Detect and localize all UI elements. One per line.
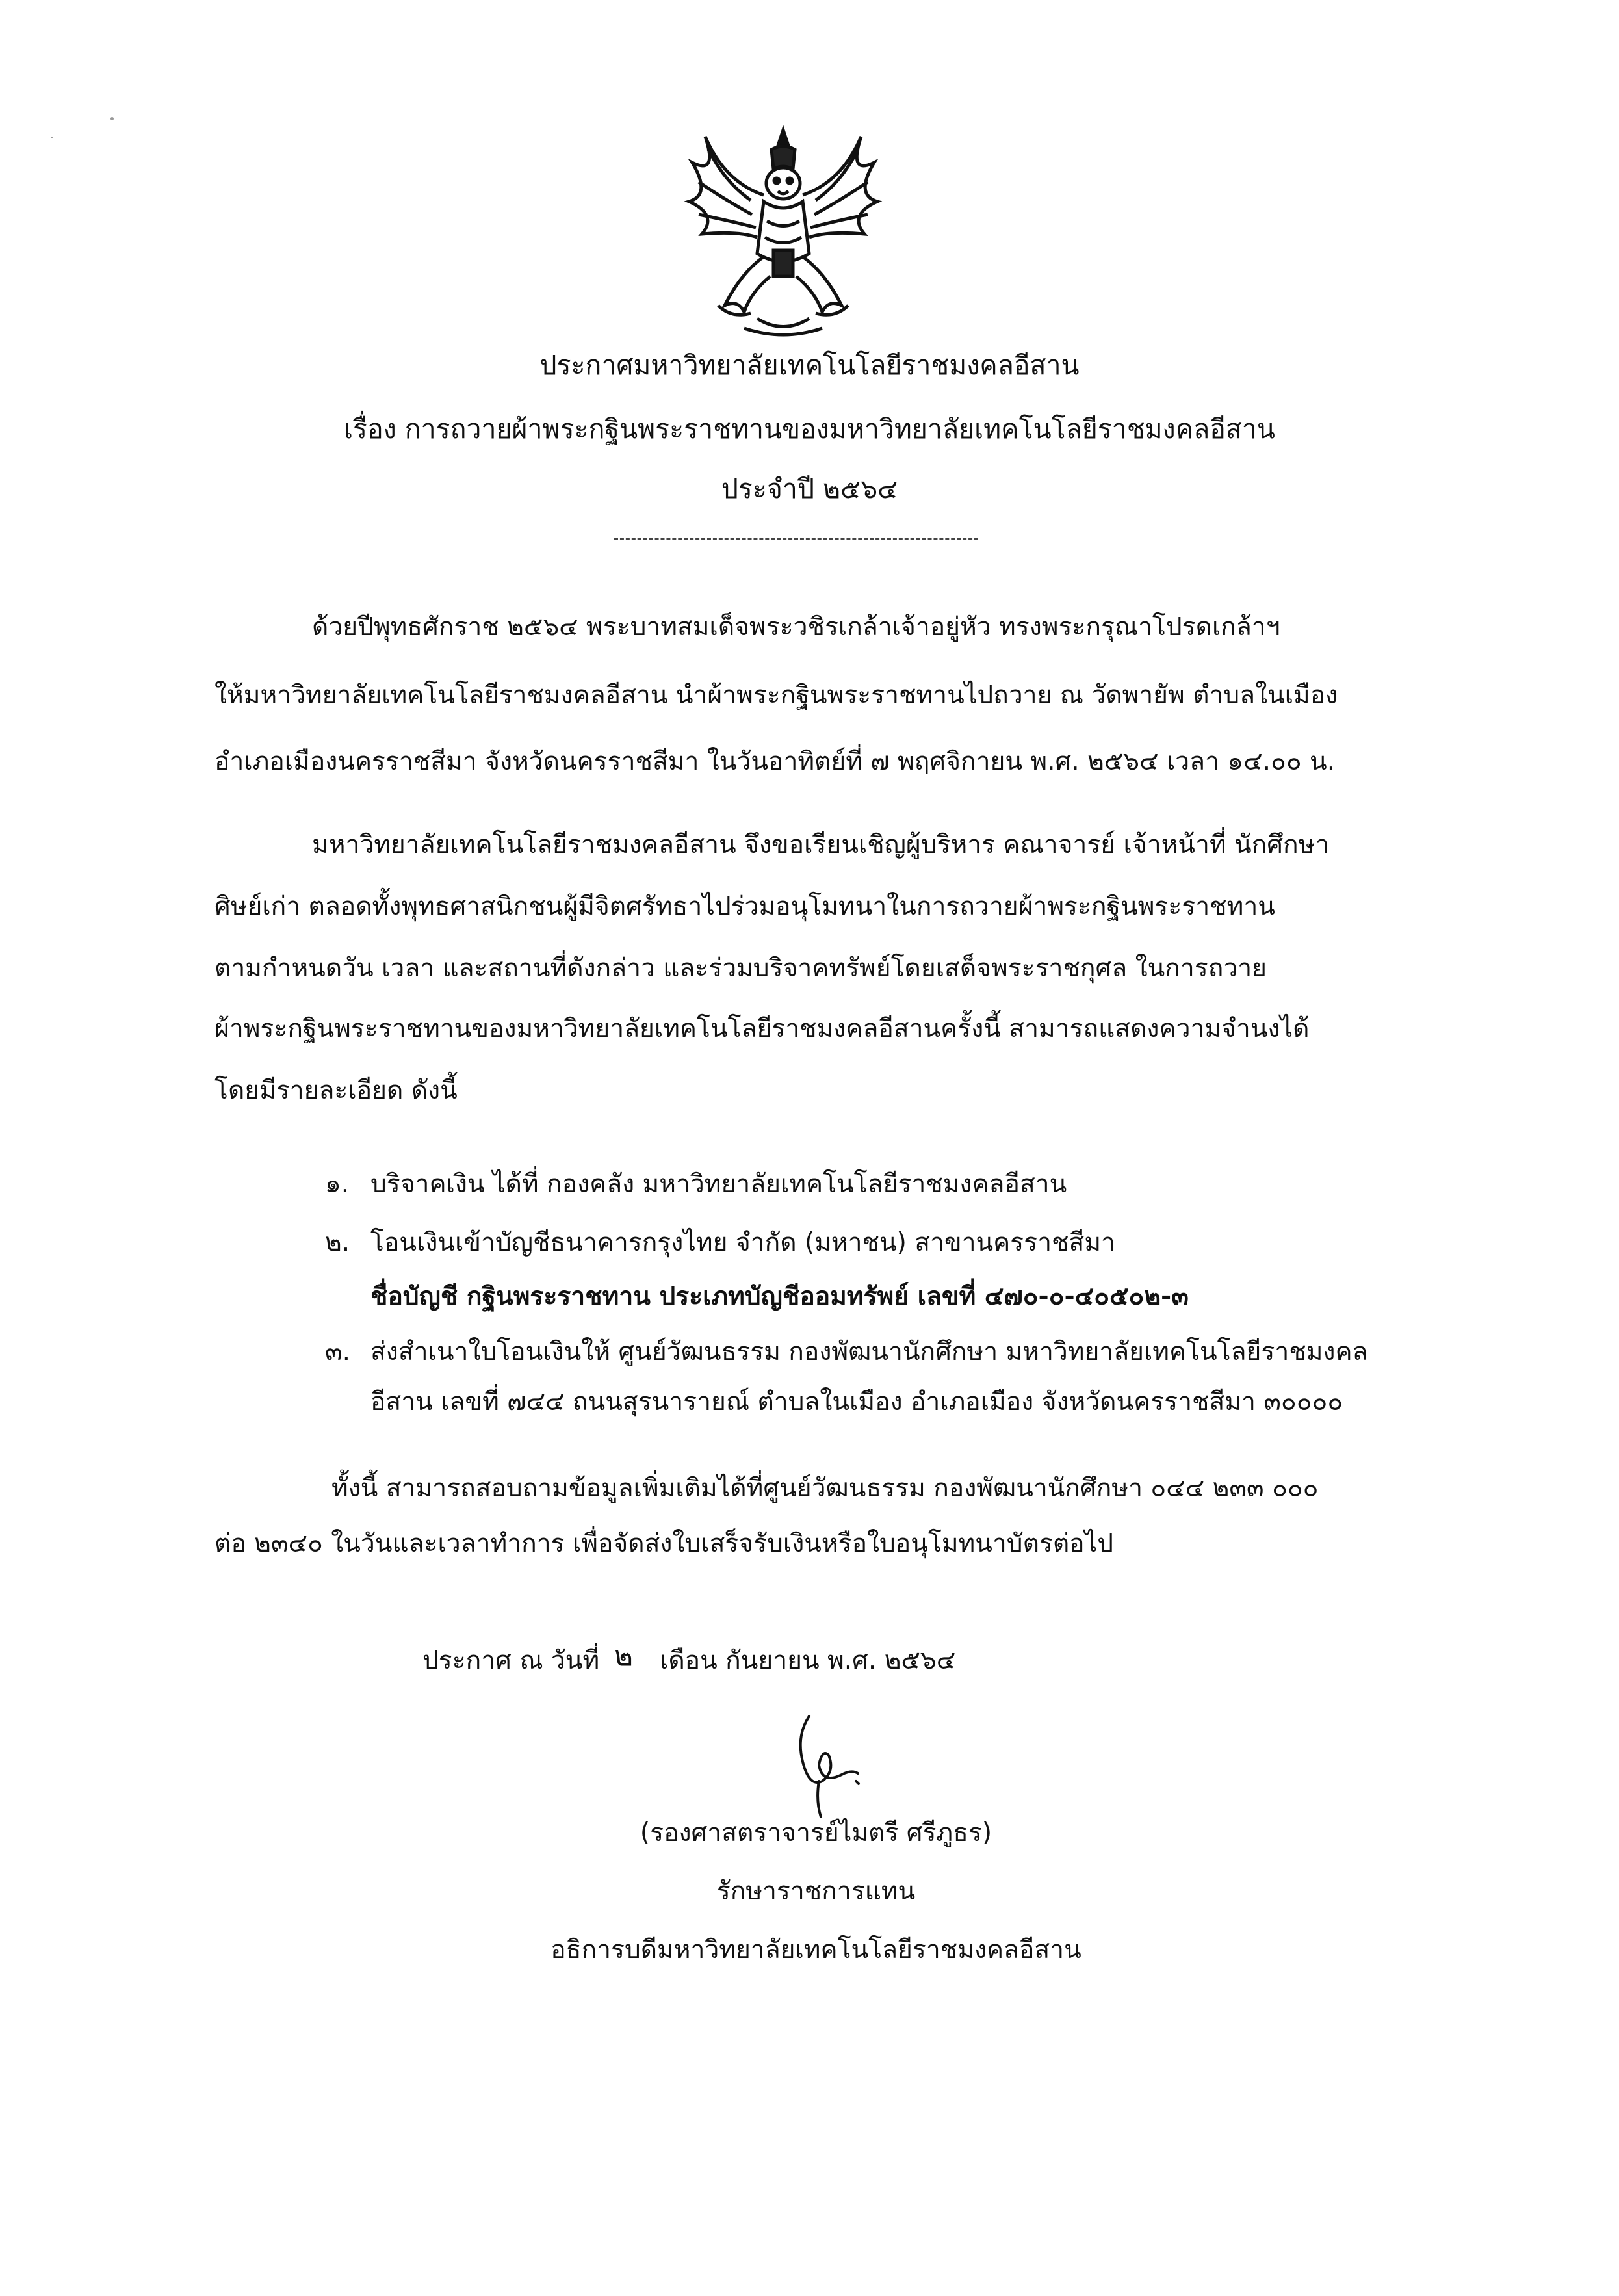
item-number: ๒. <box>325 1228 350 1257</box>
signer-position: อธิการบดีมหาวิทยาลัยเทคโนโลยีราชมงคลอีสาน <box>550 1935 1081 1964</box>
bank-account-details: ชื่อบัญชี กฐินพระราชทาน ประเภทบัญชีออมทรัพย์ เลขที่ ๔๗๐-๐-๔๐๕๐๒-๓ <box>370 1282 1189 1311</box>
para1-line1: ด้วยปีพุทธศักราช ๒๕๖๔ พระบาทสมเด็จพระวชิรเกล้าเจ้าอยู่หัว ทรงพระกรุณาโปรดเกล้าฯ <box>312 612 1280 642</box>
header-divider <box>614 538 978 540</box>
announce-suffix: เดือน กันยายน พ.ศ. ๒๕๖๔ <box>660 1646 956 1675</box>
para2-line1: มหาวิทยาลัยเทคโนโลยีราชมงคลอีสาน จึงขอเรียนเชิญผู้บริหาร คณาจารย์ เจ้าหน้าที่ นักศึกษา <box>312 830 1330 859</box>
garuda-emblem-icon <box>679 124 887 338</box>
scan-speck <box>110 117 114 120</box>
para1-line3: อำเภอเมืองนครราชสีมา จังหวัดนครราชสีมา ในวันอาทิตย์ที่ ๗ พฤศจิกายน พ.ศ. ๒๕๖๔ เวลา ๑๔.๐๐ น. <box>214 747 1336 776</box>
item-text: ส่งสำเนาใบโอนเงินให้ ศูนย์วัฒนธรรม กองพัฒนานักศึกษา มหาวิทยาลัยเทคโนโลยีราชมงคล <box>370 1337 1368 1366</box>
signature-icon <box>783 1710 874 1820</box>
announce-day: ๒ <box>614 1639 634 1673</box>
header-title: ประกาศมหาวิทยาลัยเทคโนโลยีราชมงคลอีสาน <box>539 350 1080 381</box>
para2-line3: ตามกำหนดวัน เวลา และสถานที่ดังกล่าว และร่วมบริจาคทรัพย์โดยเสด็จพระราชกุศล ในการถวาย <box>214 954 1267 983</box>
header-subject: เรื่อง การถวายผ้าพระกฐินพระราชทานของมหาวิทยาลัยเทคโนโลยีราชมงคลอีสาน <box>344 413 1275 445</box>
para3-line1: ทั้งนี้ สามารถสอบถามข้อมูลเพิ่มเติมได้ที่ศูนย์วัฒนธรรม กองพัฒนานักศึกษา ๐๔๔ ๒๓๓ ๐๐๐ <box>331 1474 1319 1503</box>
announce-prefix: ประกาศ ณ วันที่ <box>422 1646 600 1675</box>
item-text: บริจาคเงิน ได้ที่ กองคลัง มหาวิทยาลัยเทคโนโลยีราชมงคลอีสาน <box>370 1169 1067 1199</box>
header-year: ประจำปี ๒๕๖๔ <box>721 473 898 504</box>
signer-role: รักษาราชการแทน <box>716 1877 916 1906</box>
para3-line2: ต่อ ๒๓๔๐ ในวันและเวลาทำการ เพื่อจัดส่งใบเสร็จรับเงินหรือใบอนุโมทนาบัตรต่อไป <box>214 1529 1113 1558</box>
item-number: ๑. <box>325 1169 350 1199</box>
para2-line4: ผ้าพระกฐินพระราชทานของมหาวิทยาลัยเทคโนโลยีราชมงคลอีสานครั้งนี้ สามารถแสดงความจำนงได้ <box>214 1014 1310 1043</box>
para2-line5: โดยมีรายละเอียด ดังนี้ <box>214 1076 458 1105</box>
para2-line2: ศิษย์เก่า ตลอดทั้งพุทธศาสนิกชนผู้มีจิตศรัทธาไปร่วมอนุโมทนาในการถวายผ้าพระกฐินพระราชทาน <box>214 892 1275 921</box>
scan-speck <box>51 137 53 138</box>
item-number: ๓. <box>325 1337 351 1366</box>
item-text: โอนเงินเข้าบัญชีธนาคารกรุงไทย จำกัด (มหาชน) สาขานครราชสีมา <box>370 1228 1115 1257</box>
para1-line2: ให้มหาวิทยาลัยเทคโนโลยีราชมงคลอีสาน นำผ้าพระกฐินพระราชทานไปถวาย ณ วัดพายัพ ตำบลในเมือง <box>214 681 1338 710</box>
signer-name: (รองศาสตราจารย์ไมตรี ศรีภูธร) <box>640 1818 992 1847</box>
item-text-continued: อีสาน เลขที่ ๗๔๔ ถนนสุรนารายณ์ ตำบลในเมือง อำเภอเมือง จังหวัดนครราชสีมา ๓๐๐๐๐ <box>370 1387 1343 1416</box>
